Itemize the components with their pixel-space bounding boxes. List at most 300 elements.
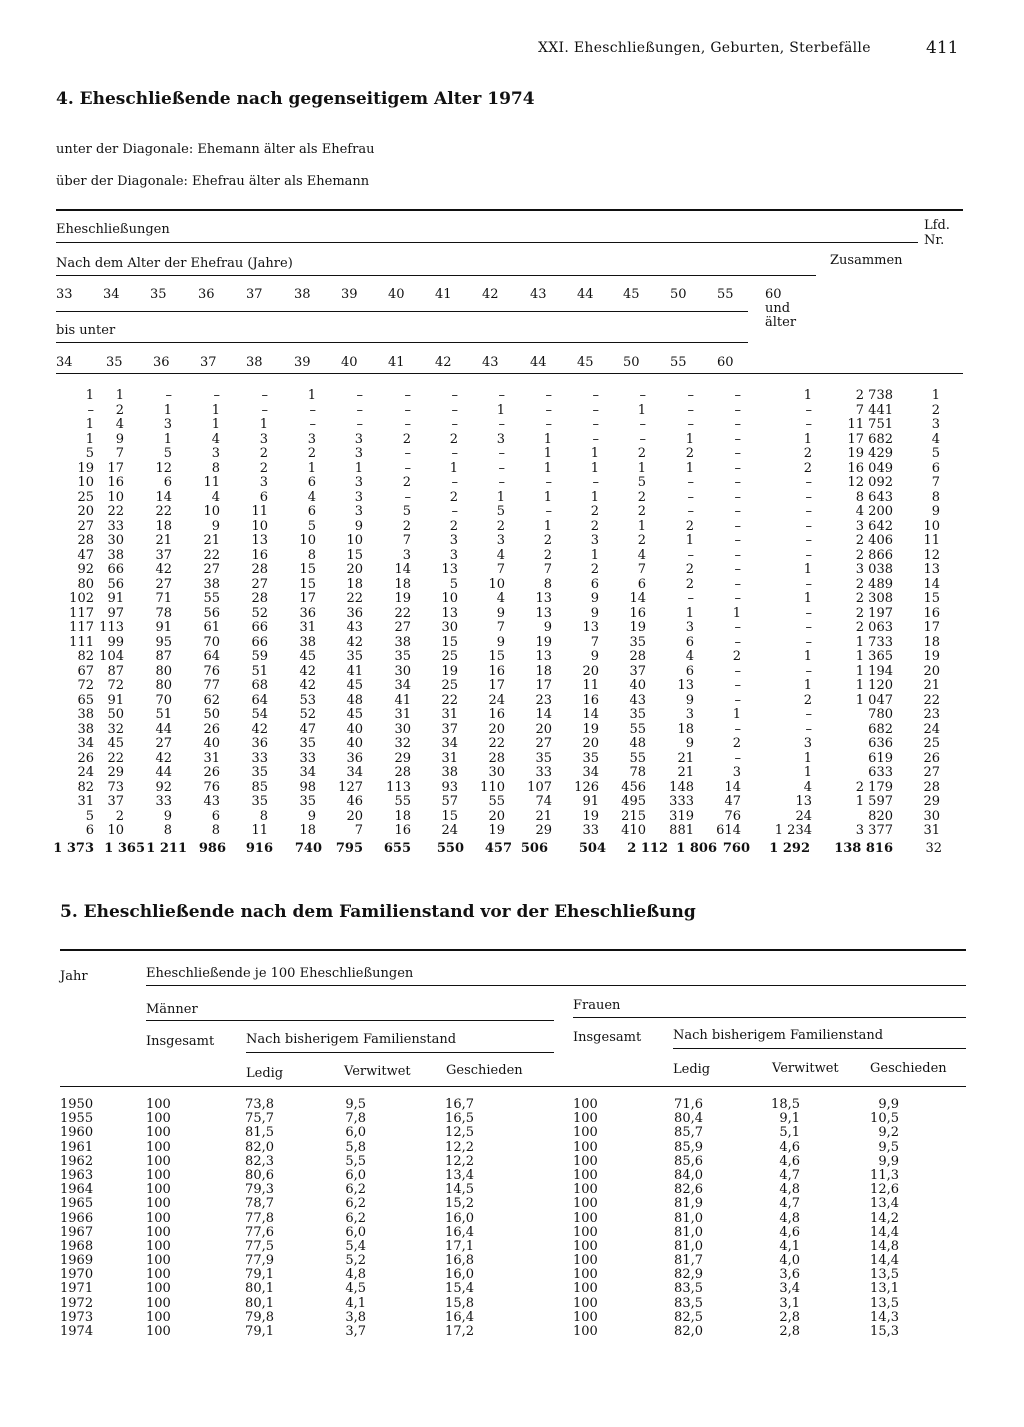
table-cell: 4,1 [345,1295,366,1311]
table-cell: 100 [146,1153,171,1169]
table-cell: 78 [155,605,172,621]
age-column-2 [124,389,172,839]
table-cell: 9 [163,808,172,824]
table-cell: 42 [251,721,268,737]
table-cell: – [451,446,458,461]
table-cell: 9,9 [878,1097,899,1112]
table-cell: – [805,634,812,650]
table-cell: 100 [146,1253,171,1269]
table-cell: 13,4 [445,1167,474,1183]
table-cell: 91 [582,794,599,809]
table-cell: 6,2 [345,1210,366,1226]
table-cell: 2 738 [855,388,893,403]
table-cell: 3 [259,475,268,490]
table-cell: 15 [346,547,363,563]
table-cell: 1 047 [855,692,893,708]
table-cell: 6,0 [345,1224,366,1240]
table-cell: – [734,475,741,490]
table-cell: 619 [868,750,893,766]
table-cell: 3,4 [779,1281,800,1297]
table-cell: 78 [629,765,646,780]
table-cell: – [356,402,363,418]
table-cell: 16,7 [445,1097,474,1112]
table-cell: 35 [629,634,646,650]
table-cell: 1 [211,417,220,432]
f_gesch-column [839,1098,899,1339]
table-cell: 34 [441,736,458,751]
table-cell: 66 [251,620,268,635]
age-from-10: 43 [530,287,547,302]
table-cell: 13,5 [870,1267,899,1283]
table-cell: 14,3 [870,1309,899,1325]
table-cell: 30 [394,663,411,679]
table-cell: 6,2 [345,1182,366,1198]
table-cell: 10 [441,591,458,606]
table-cell: 100 [573,1281,598,1297]
table-cell: 2 [259,460,268,476]
table-cell: 2 [803,446,812,461]
table-cell: 34 [299,765,316,780]
total-cell: 1 365 [104,841,145,856]
table-cell: 1 [163,431,172,447]
age-to-4: 38 [246,355,263,370]
table-cell: 24 [77,765,94,780]
table-cell: 27 [155,736,172,751]
table-cell: 79,8 [245,1309,274,1325]
age-to-12: 50 [623,355,640,370]
table-cell: 15,4 [445,1281,474,1297]
age-column-5 [268,389,316,839]
table-cell: 17 [488,678,505,693]
table-cell: 77,9 [245,1253,274,1269]
table-cell: 43 [629,692,646,708]
table-cell: – [592,475,599,490]
table-cell: 2 [449,431,458,447]
f_verw-column [740,1098,800,1339]
table-cell: 9 [496,634,505,650]
table-cell: 44 [155,765,172,780]
table-cell: 43 [203,794,220,809]
table-cell: 42 [155,750,172,766]
table-cell: 100 [146,1097,171,1112]
table-cell: 3 [354,431,363,447]
table-cell: 38 [77,707,94,722]
table-cell: 2 [259,446,268,461]
table-cell: 19 [923,649,940,664]
table-cell: 85,9 [674,1139,703,1155]
table-cell: – [734,663,741,679]
table-cell: 80,1 [245,1281,274,1297]
table-cell: 16,4 [445,1309,474,1325]
table-cell: 36 [346,750,363,766]
table-cell: 410 [621,823,646,838]
total-cell: 506 [520,841,548,856]
table-cell: 333 [669,794,694,809]
table-cell: 85,6 [674,1153,703,1169]
table-cell: 5 [307,518,316,534]
table-cell: – [687,489,694,505]
table-cell: 4,7 [779,1196,800,1212]
table-cell: 19 [582,721,599,737]
table-cell: 30 [394,721,411,737]
table-cell: 9 [115,431,124,447]
table-cell: 13 [441,562,458,577]
header-frauen: Frauen [573,998,621,1013]
table-cell: 20 [488,721,505,737]
age-from-13: 50 [670,287,687,302]
table-cell: 8 [543,576,552,592]
table-cell: 31 [441,750,458,766]
table-cell: 19 [582,808,599,824]
table-cell: 2 [931,402,940,418]
table-cell: 73,8 [245,1097,274,1112]
table-cell: 81,0 [674,1210,703,1226]
table-cell: 16,8 [445,1253,474,1269]
table-cell: 3 [354,489,363,505]
table-cell: 6 [637,576,646,592]
table-cell: 80,6 [245,1167,274,1183]
table-cell: 8 [211,823,220,838]
table-cell: 1 [803,649,812,664]
table-cell: 1 [115,388,124,403]
table-cell: 17,2 [445,1324,474,1339]
table-cell: 5 [85,808,94,824]
table-cell: 35 [535,750,552,766]
table-cell: 41 [346,663,363,679]
table-cell: 76 [203,663,220,679]
table-cell: 24 [441,823,458,838]
table-cell: 64 [251,692,268,708]
table-cell: 1 [496,402,505,418]
table-cell: 77,6 [245,1224,274,1240]
table-cell: 2 [543,533,552,548]
table-cell: 6,0 [345,1167,366,1183]
table-cell: 80 [77,576,94,592]
header-nr: Nr. [924,233,945,248]
table-cell: 4,6 [779,1224,800,1240]
table-cell: 74 [535,794,552,809]
table-cell: 1 [590,547,599,563]
header-frauen-verwitwet: Verwitwet [772,1061,839,1076]
table-cell: 495 [621,794,646,809]
table-cell: 13 [535,649,552,664]
table-cell: 8 [211,460,220,476]
table-cell: 66 [251,634,268,650]
table-cell: 82,0 [245,1139,274,1155]
table-cell: 82,5 [674,1309,703,1325]
age-column-14 [693,389,741,839]
table-cell: – [734,620,741,635]
table-cell: 2 [590,518,599,534]
table-cell: 100 [573,1182,598,1198]
table-cell: 71,6 [674,1097,703,1112]
total-cell: 457 [484,841,512,856]
age-from-12: 45 [623,287,640,302]
table-cell: 5 [931,446,940,461]
table-cell: 4,7 [779,1167,800,1183]
table-cell: 3 [732,765,741,780]
table-cell: 14 [535,707,552,722]
table-cell: 10 [923,518,940,534]
table-cell: 82,3 [245,1153,274,1169]
table-cell: 100 [573,1210,598,1226]
table-cell: 3 642 [855,518,893,534]
table-cell: 6 [931,460,940,476]
table-cell: 10 [488,576,505,592]
table-cell: 28 [251,591,268,606]
table-cell: – [545,417,552,432]
table-cell: 2 866 [855,547,893,563]
age-to-0: 34 [56,355,73,370]
table-cell: – [545,388,552,403]
table-cell: 11 [582,678,599,693]
table-cell: – [734,489,741,505]
table-cell: 18 [155,518,172,534]
header-60: 60 [765,287,782,302]
table-cell: 54 [251,707,268,722]
table-cell: 37 [107,794,124,809]
table-cell: 12,2 [445,1139,474,1155]
table-cell: 35 [299,736,316,751]
table-cell: 29 [107,765,124,780]
table-cell: 4 200 [855,504,893,519]
table-cell: 9 [590,649,599,664]
table-cell: 91 [155,620,172,635]
table-cell: 1 [496,489,505,505]
table-cell: 18,5 [771,1097,800,1112]
table-cell: 20 [346,808,363,824]
m_ins-column [146,1098,171,1339]
table-cell: – [498,475,505,490]
table4-note-below-diagonal: unter der Diagonale: Ehemann älter als Ehefrau [56,142,375,157]
table-cell: 148 [669,779,694,795]
table-cell: 78,7 [245,1196,274,1212]
table-cell: 1 [259,417,268,432]
table-cell: 7 [354,823,363,838]
table-cell: 16 [488,707,505,722]
table-cell: 12 [923,547,940,563]
table-cell: 8 [259,808,268,824]
table-cell: 17 [107,460,124,476]
table-cell: 99 [107,634,124,650]
age-to-7: 41 [388,355,405,370]
table-cell: 52 [251,605,268,621]
table-cell: 28 [488,750,505,766]
table-cell: 11 [251,823,268,838]
table-cell: 100 [573,1253,598,1269]
table-cell: 34 [582,765,599,780]
age-column-9 [457,389,505,839]
table-cell: 1 [449,460,458,476]
table-cell: 1 [307,388,316,403]
table-cell: 17,1 [445,1238,474,1254]
table-cell: 7 [543,562,552,577]
table-cell: 45 [346,678,363,693]
age-to-14: 60 [717,355,734,370]
table-cell: 82,6 [674,1182,703,1198]
table-cell: – [687,388,694,403]
table-cell: 6 [307,504,316,519]
table-cell: 6 [85,823,94,838]
table-cell: 84,0 [674,1167,703,1183]
table-cell: – [592,402,599,418]
table-cell: 2 [637,504,646,519]
table-cell: 100 [573,1238,598,1254]
table-cell: 13 [795,794,812,809]
table-cell: 61 [203,620,220,635]
table-cell: 57 [441,794,458,809]
table-cell: 8 643 [855,489,893,505]
table-cell: 35 [251,765,268,780]
table-cell: 3 [449,533,458,548]
table-cell: 100 [146,1167,171,1183]
table-cell: – [734,562,741,577]
table-cell: 19 [629,620,646,635]
table-cell: 636 [868,736,893,751]
table-cell: 1 [931,388,940,403]
table-cell: 81,0 [674,1238,703,1254]
table-cell: 5 [449,576,458,592]
age-from-6: 39 [341,287,358,302]
table-cell: 23 [535,692,552,708]
table-cell: 1 [543,489,552,505]
table-cell: 16 [629,605,646,621]
table-cell: – [545,402,552,418]
header-maenner-bisherig: Nach bisherigem Familienstand [246,1032,457,1047]
table-cell: 82,0 [674,1324,703,1339]
table-cell: 10 [299,533,316,548]
table-cell: 15 [488,649,505,664]
table-cell: 9,5 [878,1139,899,1155]
table-cell: 26 [923,750,940,766]
table-cell: 7 [637,562,646,577]
table-cell: 79,1 [245,1267,274,1283]
table-cell: 37 [155,547,172,563]
total-cell: 740 [294,841,322,856]
table-cell: 38 [203,576,220,592]
table-cell: 1964 [60,1182,94,1198]
table-cell: 81,0 [674,1224,703,1240]
table-cell: 3 [354,475,363,490]
table-cell: 26 [203,765,220,780]
table-cell: 100 [146,1111,171,1127]
header-und: und [765,301,791,316]
table-cell: 1 [543,431,552,447]
table-cell: – [805,721,812,737]
table-cell: – [404,402,411,418]
table-cell: 87 [107,663,124,679]
table-cell: 2 [685,446,694,461]
table-cell: 1 [354,460,363,476]
table-cell: 91 [107,692,124,708]
total-cell: 986 [198,841,226,856]
table-cell: 14,8 [870,1238,899,1254]
zusammen-column [823,389,893,839]
table-cell: 95 [155,634,172,650]
table-cell: 87 [155,649,172,664]
table-cell: 3 [496,431,505,447]
table-cell: – [734,750,741,766]
table-cell: 16 [107,475,124,490]
table-cell: – [687,402,694,418]
table-cell: 33 [299,750,316,766]
table-cell: 4 [496,547,505,563]
table-cell: 30 [441,620,458,635]
table-cell: 5 [85,446,94,461]
table-cell: 22 [394,605,411,621]
table-cell: 18 [677,721,694,737]
table-cell: 3 [307,431,316,447]
table-cell: 22 [441,692,458,708]
table-cell: 12,2 [445,1153,474,1169]
table-cell: 80,1 [245,1295,274,1311]
table-cell: 51 [155,707,172,722]
table-cell: 4 [496,591,505,606]
table-cell: 6 [163,475,172,490]
header-frauen-insgesamt: Insgesamt [573,1030,642,1045]
age-to-3: 37 [200,355,217,370]
table-cell: 20 [582,736,599,751]
table-cell: 75,7 [245,1111,274,1127]
table-cell: – [451,475,458,490]
table-cell: 33 [535,765,552,780]
table-cell: 1 [543,460,552,476]
table-cell: 28 [77,533,94,548]
table-cell: 55 [203,591,220,606]
table-cell: 100 [146,1238,171,1254]
age-column-13 [646,389,694,839]
table-cell: 56 [107,576,124,592]
table-cell: 2 [732,649,741,664]
table-cell: 48 [346,692,363,708]
age-column-1 [76,389,124,839]
table-cell: 614 [716,823,741,838]
age-to-1: 35 [106,355,123,370]
table-cell: – [404,417,411,432]
table-cell: – [404,489,411,505]
table-cell: 1950 [60,1097,94,1112]
table-cell: 1 [685,460,694,476]
table-cell: – [734,678,741,693]
table-cell: 22 [107,750,124,766]
table-cell: 16 [488,663,505,679]
header-frauen-ledig: Ledig [673,1062,711,1077]
table-cell: 15,2 [445,1196,474,1212]
total-cell: 1 806 [676,841,717,856]
table-cell: 14 [629,591,646,606]
table-cell: – [734,576,741,592]
table-cell: 47 [77,547,94,563]
table-cell: 1 [637,518,646,534]
table-cell: 1 194 [855,663,893,679]
table-cell: 9,2 [878,1125,899,1141]
table-cell: 22 [203,547,220,563]
table-cell: 1 [637,402,646,418]
age-column-4 [220,389,268,839]
table-cell: – [734,518,741,534]
table-cell: 22 [107,504,124,519]
table-cell: 19 [77,460,94,476]
table-cell: 10,5 [870,1111,899,1127]
header-maenner-ledig: Ledig [246,1066,284,1081]
table-cell: 36 [346,605,363,621]
table-cell: 9 [685,692,694,708]
table-cell: 10 [251,518,268,534]
table-cell: 14 [155,489,172,505]
table-cell: 2 197 [855,605,893,621]
table-cell: 17 [923,620,940,635]
table-cell: 2 [449,518,458,534]
